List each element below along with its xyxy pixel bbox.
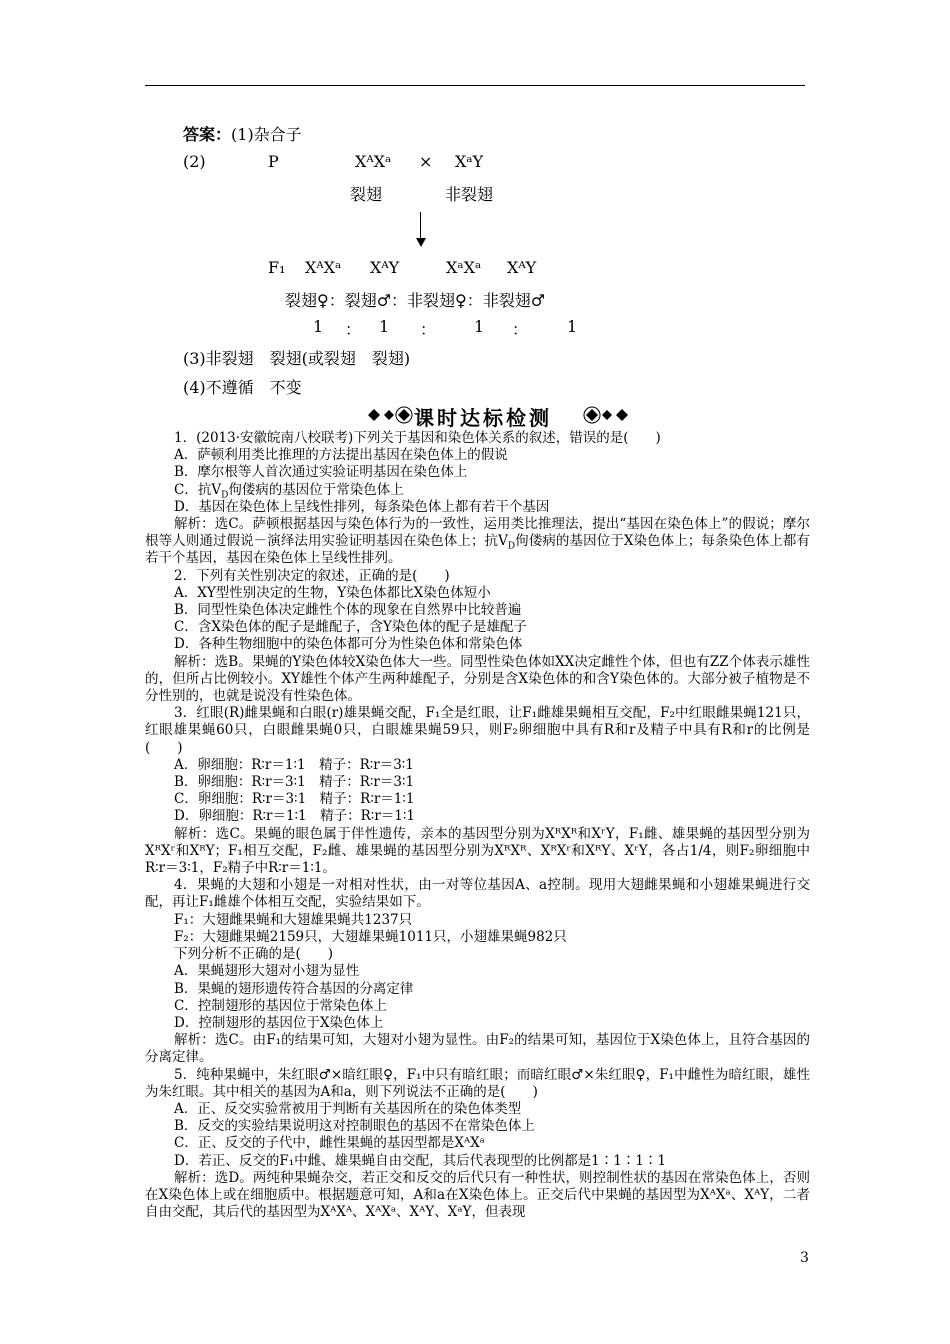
option-2a: A．XY型性别决定的生物，Y染色体都比X染色体短小 (174, 584, 491, 601)
arrow-shaft (420, 212, 421, 240)
explanation-1: 解析：选C。萨顿根据基因与染色体行为的一致性，运用类比推理法，提出“基因在染色体上”的假说；摩尔根等人则通过假说－演绎法用实验证明基因在染色体上；抗$V_D$佝偻病的基因位于X染色体上；每条染色体上都有若干个基因，基因在染色体上呈线性排列。 (145, 516, 810, 567)
result-f1: F₁：大翅雌果蝇和大翅雄果蝇共1237只 (174, 911, 413, 928)
option-3b: B．卵细胞：R∶r＝3∶1 精子：R∶r＝3∶1 (174, 774, 415, 791)
parent-female-genotype: XᴬXᵃ (355, 152, 392, 171)
option-2c: C．含X染色体的配子是雌配子，含Y染色体的配子是雄配子 (174, 619, 527, 636)
question-4: 4．果蝇的大翅和小翅是一对相对性状，由一对等位基因A、a控制。现用大翅雌果蝇和小翅雄果蝇进行交配，再让F₁雌雄个体相互交配，实验结果如下。 (145, 877, 810, 911)
questions-section (145, 430, 810, 1221)
option-3a: A．卵细胞：R∶r＝1∶1 精子：R∶r＝3∶1 (174, 756, 414, 773)
question-4-prompt: 下列分析不正确的是( ) (174, 946, 334, 963)
option-5c: C．正、反交的子代中，雌性果蝇的基因型都是XᴬXᵃ (174, 1135, 485, 1152)
option-1d: D．基因在染色体上呈线性排列，每条染色体上都有若干个基因 (174, 498, 550, 515)
result-f2: F₂：大翅雌果蝇2159只，大翅雄果蝇1011只，小翅雄果蝇982只 (174, 928, 567, 945)
page-number: 3 (800, 1250, 809, 1266)
section-banner (360, 402, 630, 428)
section-title: 课时达标检测 (414, 406, 552, 430)
parent-male-phenotype: 非裂翅 (445, 185, 494, 204)
option-3c: C．卵细胞：R∶r＝3∶1 精子：R∶r＝1∶1 (174, 791, 415, 808)
ratio-3: 1 (474, 317, 485, 336)
ratio-sep-2: ： (420, 320, 437, 339)
f1-genotype-4: XᴬY (507, 258, 537, 277)
option-2b: B．同型性染色体决定雌性个体的现象在自然界中比较普遍 (174, 602, 522, 619)
explanation-5: 解析：选D。两纯种果蝇杂交，若正交和反交的后代只有一种性状，则控制性状的基因在常染色体上，否则在X染色体上或在细胞质中。根据题意可知，A和a在X染色体上。正交后代中果蝇的基因型为XᴬXᵃ、XᴬY，二者自由交配，其后代的基因型为XᴬXᴬ、XᴬXᵃ、XᴬY、XᵃY，但表现 (145, 1169, 810, 1221)
answer-label: 答案：(1)杂合子 (183, 125, 302, 144)
option-5d: D．若正、反交的F₁中雌、雄果蝇自由交配，其后代表现型的比例都是1∶1∶1∶1 (174, 1152, 666, 1169)
header-rule (145, 85, 805, 86)
ratio-sep-3: ： (512, 320, 529, 339)
option-1c: C．抗$V_D$佝偻病的基因位于常染色体上 (174, 481, 404, 501)
option-3d: D．卵细胞：R∶r＝1∶1 精子：R∶r＝1∶1 (174, 808, 415, 825)
option-4b: B．果蝇的翅形遗传符合基因的分离定律 (174, 980, 414, 997)
ratio-1: 1 (313, 317, 324, 336)
answer-3: (3)非裂翅 裂翅(或裂翅 裂翅) (183, 349, 411, 368)
explanation-4: 解析：选C。由F₁的结果可知，大翅对小翅为显性。由F₂的结果可知，基因位于X染色体上，且符合基因的分离定律。 (145, 1032, 810, 1066)
explanation-3: 解析：选C。果蝇的眼色属于伴性遗传，亲本的基因型分别为XᴿXᴿ和XʳY，F₁雌、雄果蝇的基因型分别为XᴿXʳ和XᴿY；F₁相互交配，F₂雌、雄果蝇的基因型分别为XᴿXᴿ、XᴿXʳ和XᴿY、XʳY，各占1/4，则F₂卵细胞中R∶r＝3∶1，F₂精子中R∶r＝1∶1。 (145, 825, 810, 877)
f1-genotype-3: XᵃXᵃ (446, 258, 482, 277)
f1-phenotypes: 裂翅♀：裂翅♂：非裂翅♀：非裂翅♂ (285, 291, 546, 310)
explanation-2: 解析：选B。果蝇的Y染色体较X染色体大一些。同型性染色体如XX决定雌性个体，但也有ZZ个体表示雄性的，但所占比例较小。XY雄性个体产生两种雄配子，分别是含X染色体的和含Y染色体的。大部分被子植物是不分性别的，也就是说没有性染色体。 (145, 653, 810, 705)
cross-symbol: × (419, 152, 433, 171)
question-1: 1．(2013·安徽皖南八校联考)下列关于基因和染色体关系的叙述，错误的是( ) (174, 430, 661, 446)
f1-genotype-1: XᴬXᵃ (305, 258, 342, 277)
option-1b: B．摩尔根等人首次通过实验证明基因在染色体上 (174, 464, 468, 481)
option-4a: A．果蝇翅形大翅对小翅为显性 (174, 963, 360, 980)
question-5: 5．纯种果蝇中，朱红眼♂×暗红眼♀，F₁中只有暗红眼；而暗红眼♂×朱红眼♀，F₁中雌性为暗红眼，雄性为朱红眼。其中相关的基因为A和a，则下列说法不正确的是( ) (145, 1066, 810, 1100)
option-2d: D．各种生物细胞中的染色体都可分为性染色体和常染色体 (174, 636, 523, 653)
ratio-sep-1: ： (345, 320, 362, 339)
question-3: 3．红眼(R)雌果蝇和白眼(r)雄果蝇交配，F₁全是红眼，让F₁雌雄果蝇相互交配，F₂中红眼雌果蝇121只，红眼雄果蝇60只，白眼雌果蝇0只，白眼雄果蝇59只，则F₂卵细胞中具有R和r及精子中具有R和r的比例是( ) (145, 705, 810, 756)
option-5a: A．正、反交实验常被用于判断有关基因所在的染色体类型 (174, 1100, 522, 1117)
parent-male-genotype: XᵃY (455, 152, 484, 171)
arrow-down-icon (416, 238, 426, 247)
f1-label: F₁ (268, 258, 286, 277)
answer-2-num: (2) (183, 152, 206, 171)
ratio-2: 1 (379, 317, 390, 336)
ratio-4: 1 (567, 317, 578, 336)
option-4c: C．控制翅形的基因位于常染色体上 (174, 997, 387, 1014)
answer-4: (4)不遵循 不变 (183, 378, 302, 397)
option-4d: D．控制翅形的基因位于X染色体上 (174, 1014, 384, 1031)
parent-label: P (268, 152, 279, 171)
option-5b: B．反交的实验结果说明这对控制眼色的基因不在常染色体上 (174, 1118, 535, 1135)
question-2: 2．下列有关性别决定的叙述，正确的是( ) (174, 567, 450, 584)
option-1a: A．萨顿利用类比推理的方法提出基因在染色体上的假说 (174, 447, 508, 464)
parent-female-phenotype: 裂翅 (350, 185, 383, 204)
f1-genotype-2: XᴬY (370, 258, 400, 277)
